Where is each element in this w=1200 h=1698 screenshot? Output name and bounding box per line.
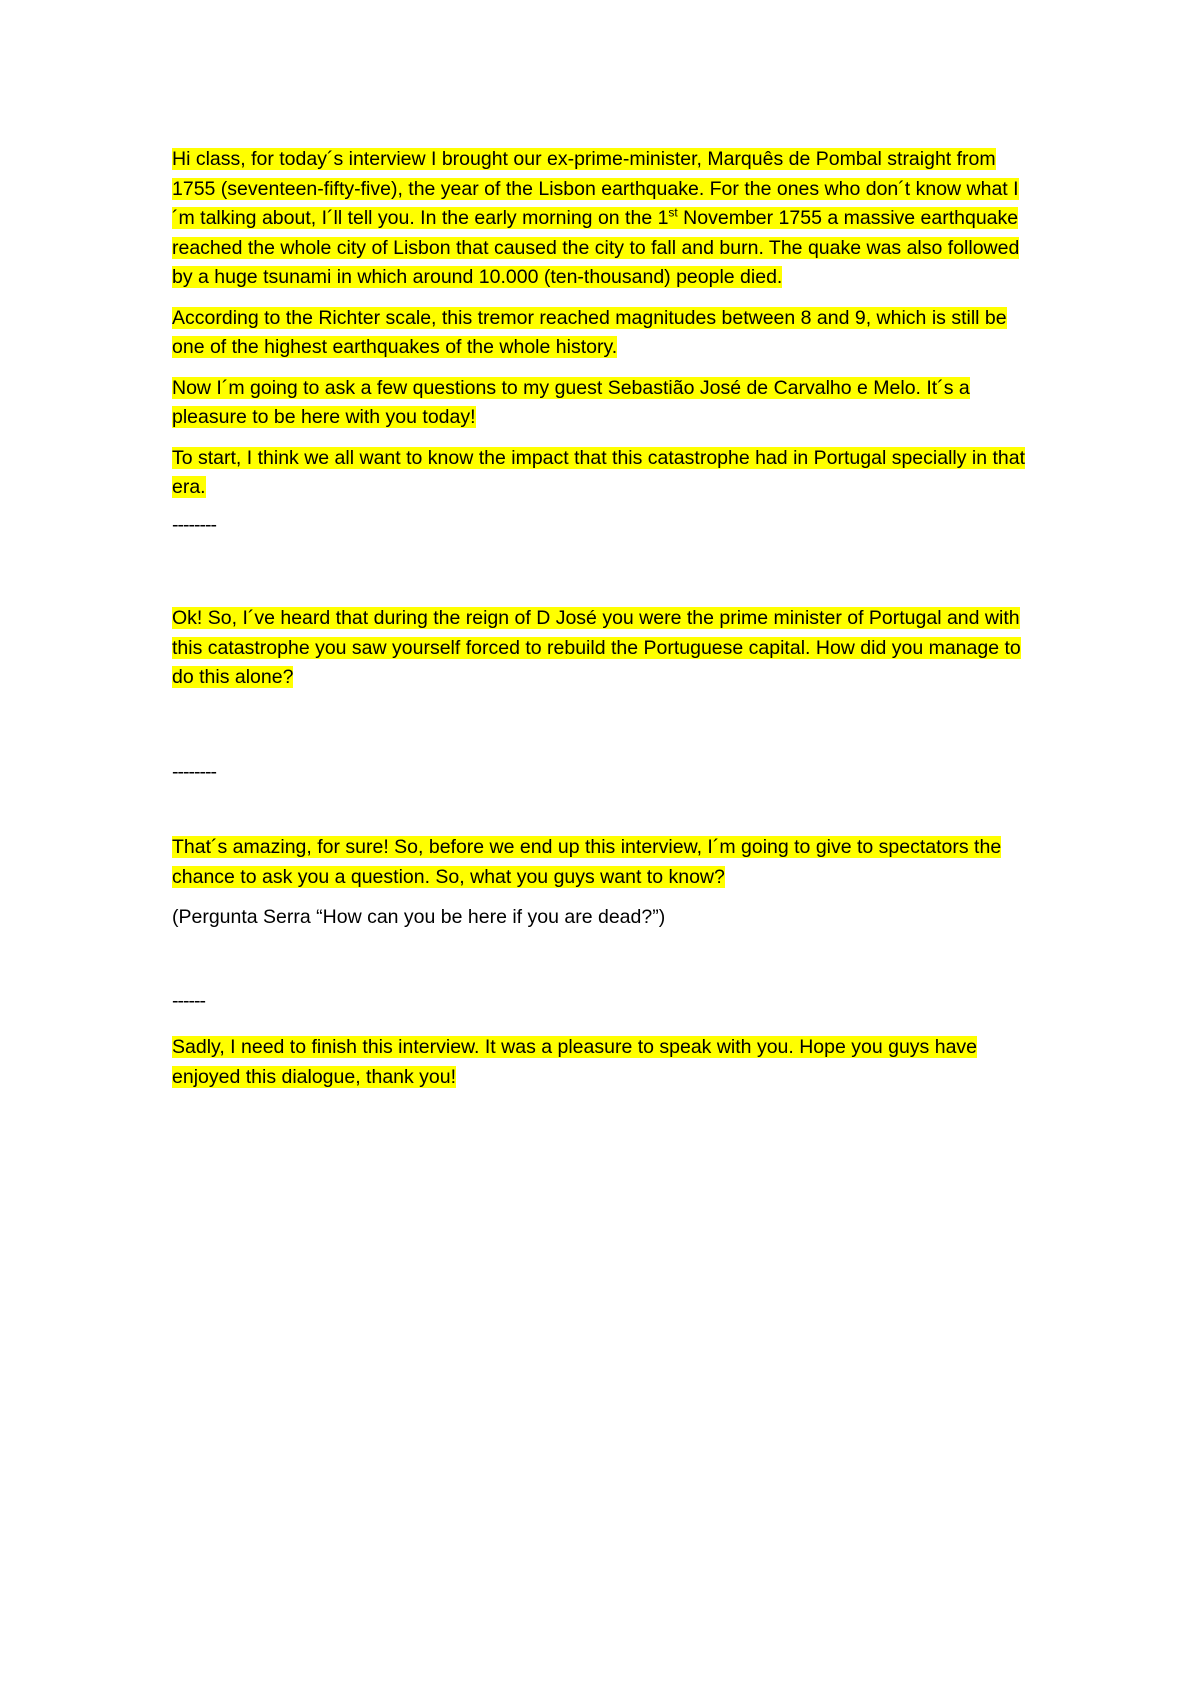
richter-paragraph [172,304,1032,363]
intro-text-part2: November 1755 a massive earthquake reached the whole city of Lisbon that caused the city to fall and burn. The quake was also followed by a huge tsunami in which around 10.000 (ten-thousand) people died. [172,207,1020,288]
question-1-paragraph [172,444,1032,503]
guest-intro-text: Now I´m going to ask a few questions to my guest Sebastião José de Carvalho e Melo. It´s a pleasure to be here with you today! [172,376,970,428]
richter-text: According to the Richter scale, this tremor reached magnitudes between 8 and 9, which is still be one of the highest earthquakes of the whole history. [172,306,1007,358]
audience-question-paragraph [172,903,1032,933]
closing-paragraph [172,1033,1032,1092]
document-body [172,145,1032,1108]
closing-text: Sadly, I need to finish this interview. It was a pleasure to speak with you. Hope you guys have enjoyed this dialogue, thank you! [172,1036,978,1088]
question-2-paragraph [172,604,1032,693]
intro-text-part1: Hi class, for today´s interview I brought our ex-prime-minister, Marquês de Pombal straight from 1755 (seventeen-fifty-five), the year of the Lisbon earthquake. For the ones who don´t know what I´m talking about, I´ll tell you. In the early morning on the 1 [172,148,1019,229]
separator-3: ------ [172,989,205,1012]
intro-ordinal-suffix: st [668,205,678,220]
question-3-text: That´s amazing, for sure! So, before we end up this interview, I´m going to give to spectators the chance to ask you a question. So, what you guys want to know? [172,836,1002,888]
separator-1: -------- [172,513,216,536]
question-1-text: To start, I think we all want to know the impact that this catastrophe had in Portugal specially in that era. [172,446,1026,498]
audience-question-text: (Pergunta Serra “How can you be here if you are dead?”) [172,906,666,928]
separator-2: -------- [172,760,216,783]
question-3-paragraph [172,833,1032,892]
intro-paragraph [172,145,1032,293]
question-2-text: Ok! So, I´ve heard that during the reign of D José you were the prime minister of Portugal and with this catastrophe you saw yourself forced to rebuild the Portuguese capital. How did you manage to do this alone? [172,607,1021,688]
guest-intro-paragraph [172,374,1032,433]
intro-highlight [172,148,1019,288]
